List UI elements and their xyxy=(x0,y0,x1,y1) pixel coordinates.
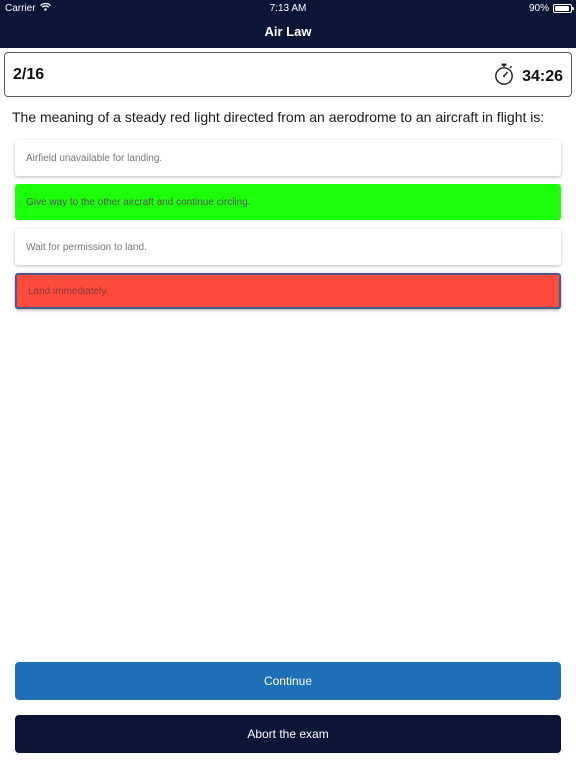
battery-percent: 90% xyxy=(528,3,549,14)
timer xyxy=(494,63,563,90)
answer-option-3[interactable] xyxy=(15,229,561,265)
status-bar xyxy=(0,0,576,18)
stopwatch-icon xyxy=(494,63,514,90)
answer-option-4[interactable] xyxy=(15,273,561,309)
nav-bar xyxy=(0,18,576,48)
answer-option-2[interactable] xyxy=(15,184,561,220)
battery-level xyxy=(555,6,569,11)
status-time: 7:13 AM xyxy=(269,3,307,14)
answer-label: Wait for permission to land. xyxy=(26,241,147,253)
abort-exam-button[interactable]: Abort the exam xyxy=(15,715,561,753)
answer-label: Give way to the other aircraft and continue circling. xyxy=(26,196,251,208)
answer-option-1[interactable] xyxy=(15,140,561,176)
battery-icon xyxy=(553,4,572,13)
exam-progress-box xyxy=(4,52,572,97)
answer-label: Land immediately. xyxy=(28,285,109,297)
page-title: Air Law xyxy=(264,24,312,39)
answer-label: Airfield unavailable for landing. xyxy=(26,152,163,164)
continue-button[interactable]: Continue xyxy=(15,662,561,700)
battery-group xyxy=(529,3,572,14)
question-counter: 2/16 xyxy=(13,66,45,83)
timer-value: 34:26 xyxy=(522,67,563,85)
question-text: The meaning of a steady red light directed from an aerodrome to an aircraft in flight is: xyxy=(12,109,545,125)
carrier-label: Carrier xyxy=(5,3,36,14)
